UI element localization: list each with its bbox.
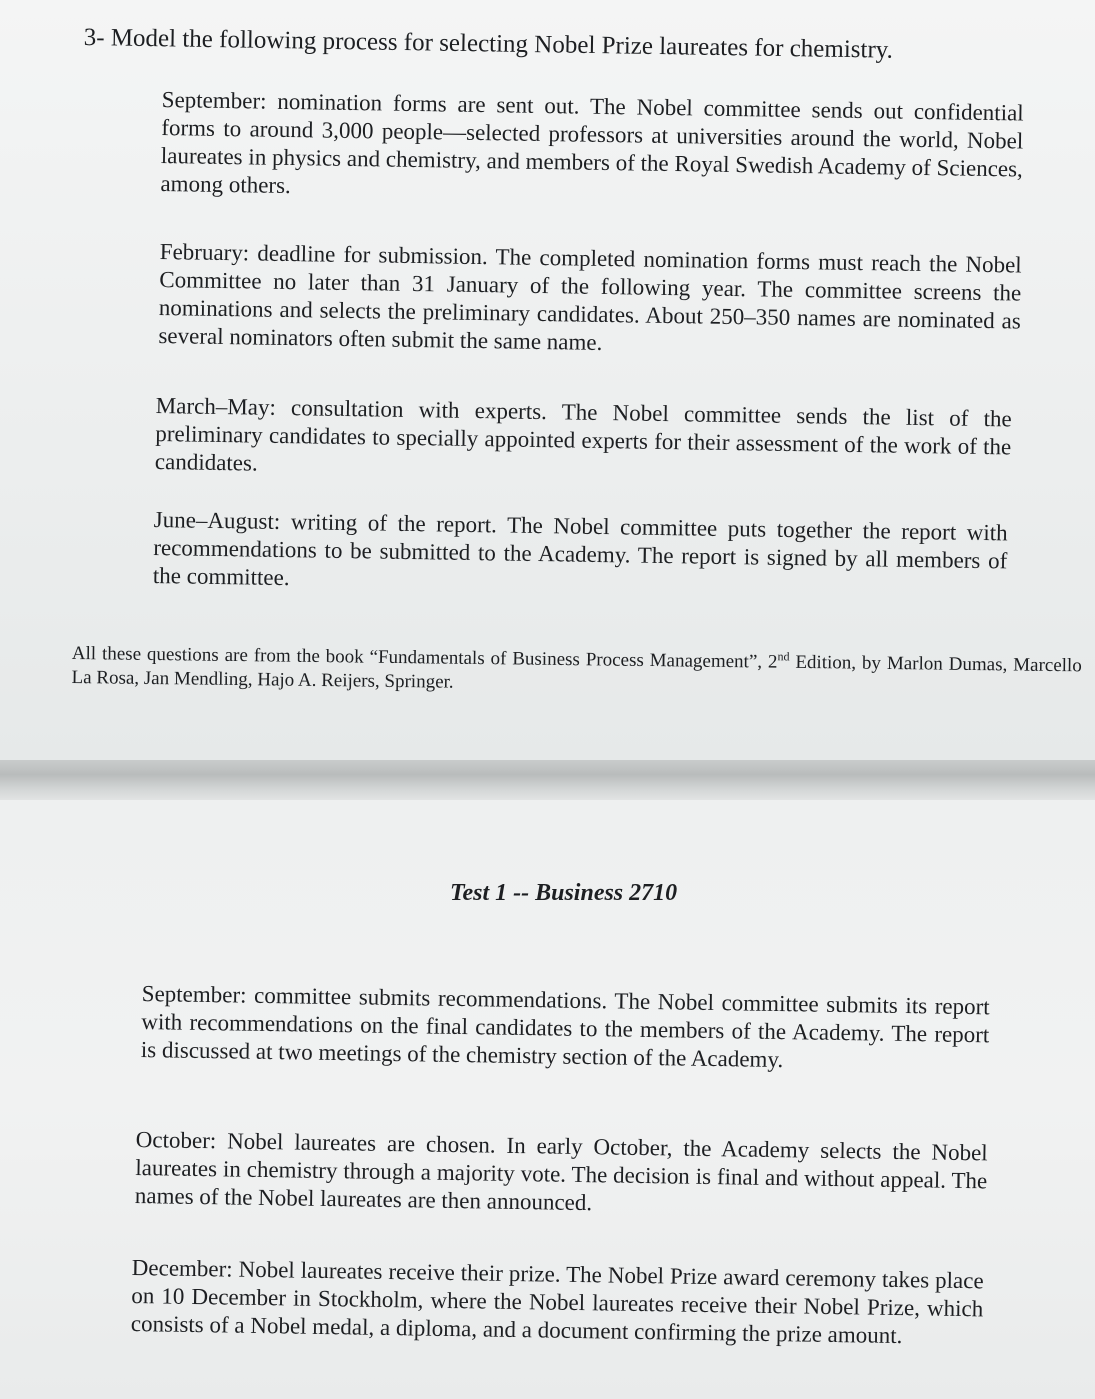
process-step-december-prize: December: Nobel laureates receive their prize. The Nobel Prize award ceremony takes place on 10 December in Stockholm, where the Nobel laureates receive their Nobel Prize, which consists of a Nobel medal, a diploma, and a document confirming the prize amount. xyxy=(130,1254,984,1349)
process-step-march-may-consultation: March–May: consultation with experts. The Nobel committee sends the list of the preliminary candidates to specially appointed experts for their assessment of the work of the candidates. xyxy=(154,392,1012,476)
process-step-september-nomination: September: nomination forms are sent out. The Nobel committee sends out confidential forms to around 3,000 people—selected professors at universities around the world, Nobel laureates in physics and chemistry, and members of the Royal Swedish Academy of Sciences, among others. xyxy=(160,86,1024,199)
source-note-text-before: All these questions are from the book “Fundamentals of Business Process Management”, 2 xyxy=(71,642,778,673)
source-note-superscript: nd xyxy=(777,649,790,664)
process-step-september-recommendations: September: committee submits recommendations. The Nobel committee submits its report with recommendations on the final candidates to the members of the Academy. The report is discussed at two meetings of the chemistry section of the Academy. xyxy=(140,980,990,1073)
process-step-february-deadline: February: deadline for submission. The completed nomination forms must reach the Nobel Committee no later than 31 January of the following year. The committee screens the nominations and selects the preliminary candidates. About 250–350 names are nominated as several nominators often submit the same name. xyxy=(158,238,1022,355)
source-note-text-after: Edition, by Marlon Dumas, Marcello La Rosa, Jan Mendling, Hajo A. Reijers, Springer. xyxy=(71,651,1082,693)
question-heading: 3- Model the following process for selecting Nobel Prize laureates for chemistry. xyxy=(83,23,894,64)
page-title: Test 1 -- Business 2710 xyxy=(450,880,678,906)
process-step-october-laureates-chosen: October: Nobel laureates are chosen. In early October, the Academy selects the Nobel laureates in chemistry through a majority vote. The decision is final and without appeal. The names of the Nobel laureates are then announced. xyxy=(134,1126,988,1216)
process-step-june-august-report: June–August: writing of the report. The Nobel committee puts together the report with recommendations to be submitted to the Academy. The report is signed by all members of the committee. xyxy=(152,506,1008,591)
page-separator xyxy=(0,760,1095,802)
